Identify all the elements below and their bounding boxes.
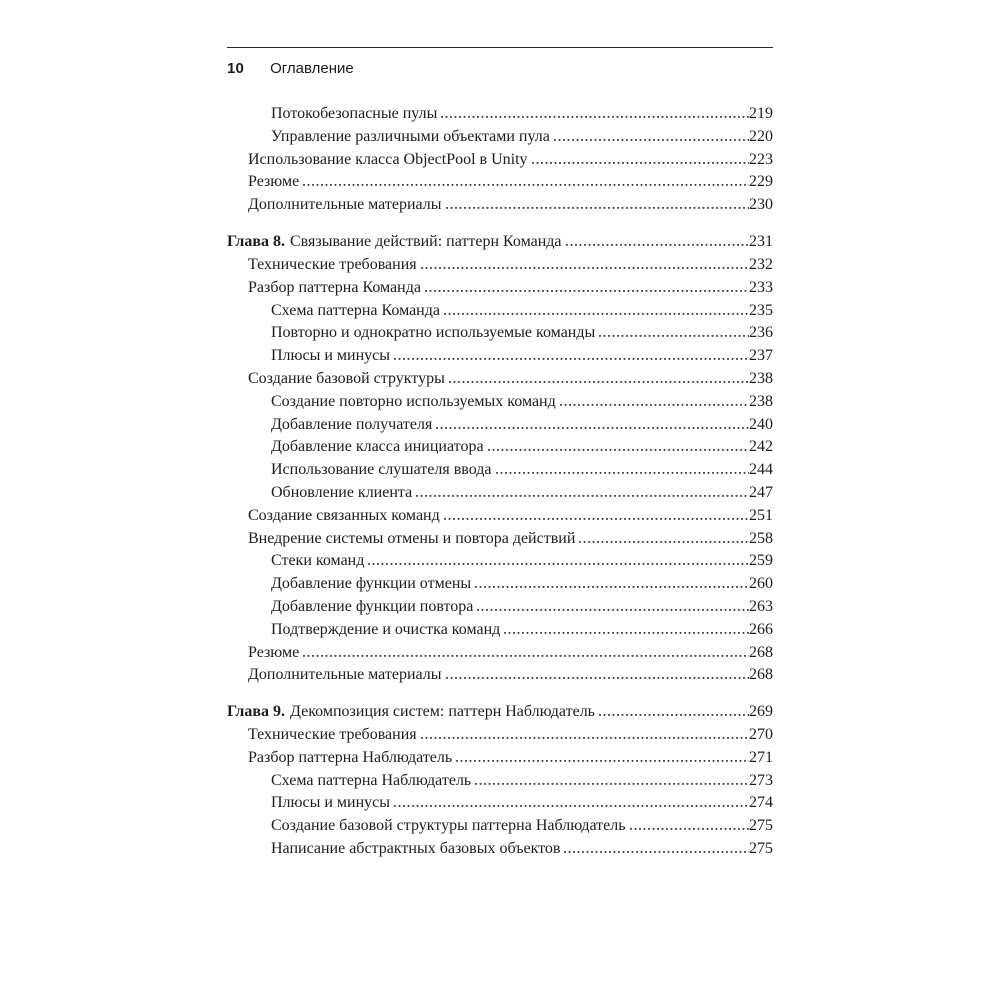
dot-leader	[436, 426, 749, 429]
toc-entry-page: 251	[749, 506, 773, 524]
dot-leader	[599, 334, 749, 337]
toc-list	[227, 105, 773, 863]
toc-entry-title: Создание связанных команд	[248, 506, 440, 524]
toc-entry-page: 268	[749, 643, 773, 661]
toc-entry	[227, 279, 773, 302]
toc-entry-page: 238	[749, 392, 773, 410]
toc-entry-title: Использование класса ObjectPool в Unity	[248, 150, 528, 168]
toc-entry	[227, 749, 773, 772]
toc-entry-title: Резюме	[248, 173, 300, 191]
toc-entry-page: 233	[749, 278, 773, 296]
dot-leader	[444, 312, 749, 315]
toc-entry-page: 231	[749, 233, 773, 251]
dot-leader	[532, 161, 749, 164]
header-rule	[227, 47, 773, 48]
toc-entry-page: 220	[749, 127, 773, 145]
dot-leader	[554, 138, 749, 141]
toc-entry	[227, 416, 773, 439]
toc-entry	[227, 575, 773, 598]
toc-entry	[227, 840, 773, 863]
toc-entry-title: Дополнительные материалы	[248, 666, 442, 684]
toc-entry-title: Плюсы и минусы	[271, 794, 391, 812]
toc-entry-title: Подтверждение и очистка команд	[271, 620, 501, 638]
toc-entry-page: 275	[749, 840, 773, 858]
chapter-label: Глава 8.	[227, 233, 285, 251]
dot-leader	[446, 676, 750, 679]
dot-leader	[564, 850, 749, 853]
toc-entry-page: 237	[749, 347, 773, 365]
toc-entry	[227, 621, 773, 644]
toc-entry-title: Плюсы и минусы	[271, 347, 391, 365]
toc-entry	[227, 151, 773, 174]
toc-entry	[227, 484, 773, 507]
dot-leader	[441, 115, 749, 118]
toc-entry-page: 263	[749, 597, 773, 615]
toc-entry-title: Резюме	[248, 643, 300, 661]
toc-entry-page: 269	[749, 703, 773, 721]
toc-entry-page: 223	[749, 150, 773, 168]
toc-entry-title: Написание абстрактных базовых объектов	[271, 840, 561, 858]
page-header	[227, 60, 773, 78]
toc-entry-title: Создание повторно используемых команд	[271, 392, 556, 410]
toc-entry	[227, 530, 773, 553]
toc-entry-title: Добавление функции повтора	[271, 597, 474, 615]
toc-entry-page: 271	[749, 748, 773, 766]
toc-entry-page: 270	[749, 726, 773, 744]
toc-entry-page: 266	[749, 620, 773, 638]
toc-entry-title: Добавление функции отмены	[271, 575, 472, 593]
toc-entry-page: 242	[749, 438, 773, 456]
toc-entry-page: 232	[749, 255, 773, 273]
toc-entry	[227, 817, 773, 840]
toc-entry	[227, 703, 773, 726]
dot-leader	[566, 243, 749, 246]
dot-leader	[303, 183, 749, 186]
dot-leader	[444, 517, 749, 520]
toc-entry-page: 219	[749, 105, 773, 122]
dot-leader	[560, 403, 749, 406]
page-number: 10	[227, 60, 245, 77]
toc-entry-title: Стеки команд	[271, 552, 365, 570]
dot-leader	[504, 631, 749, 634]
toc-entry	[227, 552, 773, 575]
dot-leader	[475, 782, 749, 785]
toc-entry-title: Схема паттерна Наблюдатель	[271, 771, 472, 789]
page-content	[227, 47, 773, 863]
dot-leader	[488, 448, 749, 451]
toc-entry	[227, 233, 773, 256]
toc-entry	[227, 772, 773, 795]
toc-entry-title: Технические требования	[248, 726, 417, 744]
toc-entry-title: Потокобезопасные пулы	[271, 105, 438, 122]
toc-entry-title: Связывание действий: паттерн Команда	[290, 233, 562, 251]
toc-entry	[227, 370, 773, 393]
toc-entry-title: Разбор паттерна Наблюдатель	[248, 748, 453, 766]
toc-entry	[227, 794, 773, 817]
dot-leader	[394, 804, 749, 807]
toc-entry-page: 230	[749, 196, 773, 214]
toc-entry-page: 258	[749, 529, 773, 547]
toc-entry-page: 236	[749, 324, 773, 342]
toc-entry-title: Схема паттерна Команда	[271, 301, 440, 319]
toc-entry-page: 273	[749, 771, 773, 789]
toc-entry-page: 247	[749, 483, 773, 501]
toc-entry	[227, 507, 773, 530]
toc-entry-title: Разбор паттерна Команда	[248, 278, 421, 296]
dot-leader	[456, 759, 749, 762]
dot-leader	[421, 266, 749, 269]
toc-entry-page: 240	[749, 415, 773, 433]
toc-entry	[227, 726, 773, 749]
toc-entry-page: 268	[749, 666, 773, 684]
toc-entry-title: Создание базовой структуры паттерна Наблюдатель	[271, 817, 626, 835]
toc-entry-title: Добавление получателя	[271, 415, 433, 433]
toc-entry	[227, 256, 773, 279]
toc-entry	[227, 347, 773, 370]
toc-entry	[227, 598, 773, 621]
dot-leader	[368, 562, 749, 565]
toc-entry-title: Декомпозиция систем: паттерн Наблюдатель	[290, 703, 595, 721]
toc-entry-title: Технические требования	[248, 255, 417, 273]
toc-entry-page: 229	[749, 173, 773, 191]
toc-entry-page: 274	[749, 794, 773, 812]
toc-entry	[227, 128, 773, 151]
toc-entry-page: 244	[749, 461, 773, 479]
toc-entry	[227, 173, 773, 196]
toc-entry	[227, 105, 773, 128]
dot-leader	[449, 380, 749, 383]
toc-entry	[227, 666, 773, 689]
toc-entry	[227, 644, 773, 667]
toc-entry-title: Внедрение системы отмены и повтора действий	[248, 529, 576, 547]
dot-leader	[630, 827, 749, 830]
toc-entry-page: 275	[749, 817, 773, 835]
toc-entry	[227, 438, 773, 461]
toc-entry-title: Использование слушателя ввода	[271, 461, 492, 479]
toc-entry	[227, 196, 773, 219]
chapter-label: Глава 9.	[227, 703, 285, 721]
toc-entry-title: Повторно и однократно используемые команды	[271, 324, 596, 342]
dot-leader	[416, 494, 749, 497]
toc-entry	[227, 461, 773, 484]
dot-leader	[446, 206, 750, 209]
toc-entry	[227, 324, 773, 347]
toc-entry-title: Добавление класса инициатора	[271, 438, 484, 456]
dot-leader	[475, 585, 749, 588]
toc-entry-page: 235	[749, 301, 773, 319]
dot-leader	[599, 713, 749, 716]
toc-entry	[227, 302, 773, 325]
toc-entry-page: 259	[749, 552, 773, 570]
toc-entry-title: Управление различными объектами пула	[271, 127, 550, 145]
toc-entry-title: Создание базовой структуры	[248, 369, 445, 387]
toc-entry-page: 260	[749, 575, 773, 593]
dot-leader	[425, 289, 749, 292]
toc-entry-title: Обновление клиента	[271, 483, 413, 501]
dot-leader	[579, 540, 749, 543]
dot-leader	[421, 736, 749, 739]
toc-entry	[227, 393, 773, 416]
dot-leader	[477, 608, 749, 611]
toc-entry-title: Дополнительные материалы	[248, 196, 442, 214]
dot-leader	[394, 357, 749, 360]
dot-leader	[496, 471, 750, 474]
toc-entry-page: 238	[749, 369, 773, 387]
dot-leader	[303, 654, 749, 657]
page-header-title: Оглавление	[270, 60, 354, 77]
